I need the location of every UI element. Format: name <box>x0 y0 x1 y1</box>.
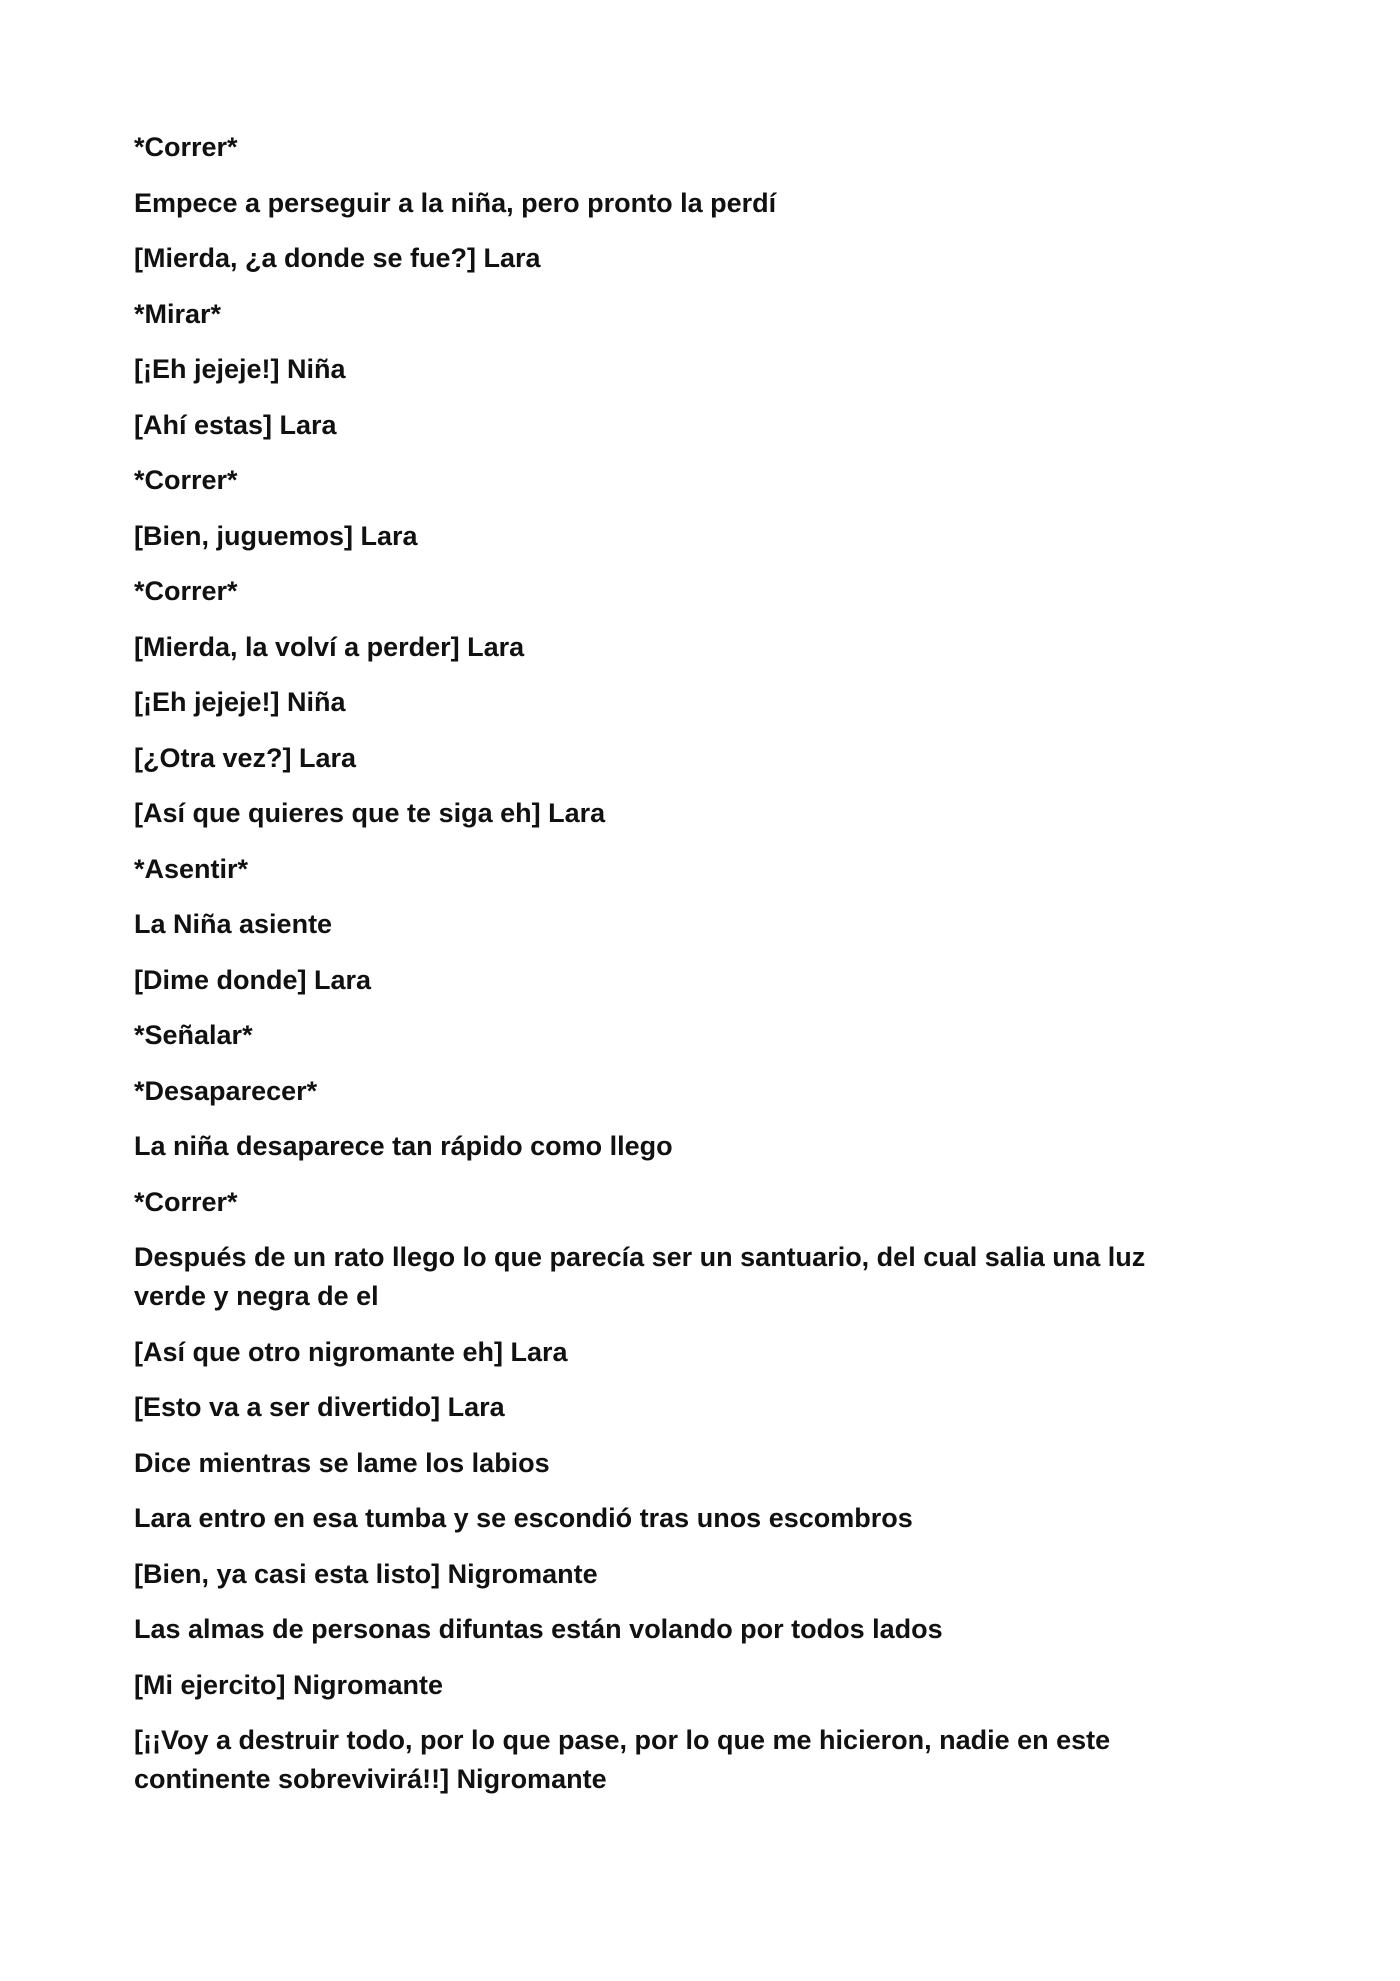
text-line: [Ahí estas] Lara <box>134 409 337 440</box>
text-line: Después de un rato llego lo que parecía ser un santuario, del cual salia una luz verde y negra de el <box>134 1242 1146 1311</box>
text-line: La Niña asiente <box>134 909 333 939</box>
text-line: [Mi ejercito] Nigromante <box>134 1669 444 1700</box>
text-line: *Correr* <box>134 576 238 606</box>
text-line: Dice mientras se lame los labios <box>134 1447 550 1478</box>
text-line: *Correr* <box>134 1186 238 1217</box>
text-line: *Correr* <box>134 465 238 495</box>
text-line: [Dime donde] Lara <box>134 964 372 995</box>
document-body <box>134 128 1224 1816</box>
text-line: Lara entro en esa tumba y se escondió tras unos escombros <box>134 1503 913 1533</box>
text-line: *Desaparecer* <box>134 1075 318 1106</box>
text-line: [Así que quieres que te siga eh] Lara <box>134 798 606 828</box>
text-line: [¡Eh jejeje!] Niña <box>134 687 346 717</box>
text-line: Empece a perseguir a la niña, pero pronto la perdí <box>134 187 777 218</box>
text-line: *Señalar* <box>134 1020 253 1050</box>
text-line: Las almas de personas difuntas están volando por todos lados <box>134 1614 943 1644</box>
text-line: [Mierda, ¿a donde se fue?] Lara <box>134 243 541 273</box>
text-line: [Esto va a ser divertido] Lara <box>134 1392 505 1422</box>
text-line: [¡¡Voy a destruir todo, por lo que pase, por lo que me hicieron, nadie en este continente sobrevivirá!!] Nigromante <box>134 1725 1111 1794</box>
text-line: *Mirar* <box>134 298 222 329</box>
text-line: *Asentir* <box>134 853 249 884</box>
text-line: [¿Otra vez?] Lara <box>134 742 357 773</box>
text-line: [Así que otro nigromante eh] Lara <box>134 1336 568 1367</box>
text-line: [Mierda, la volví a perder] Lara <box>134 631 525 662</box>
text-line: La niña desaparece tan rápido como llego <box>134 1131 673 1161</box>
text-line: [Bien, juguemos] Lara <box>134 520 418 551</box>
text-line: *Correr* <box>134 132 238 162</box>
text-line: [Bien, ya casi esta listo] Nigromante <box>134 1558 598 1589</box>
text-line: [¡Eh jejeje!] Niña <box>134 354 346 384</box>
